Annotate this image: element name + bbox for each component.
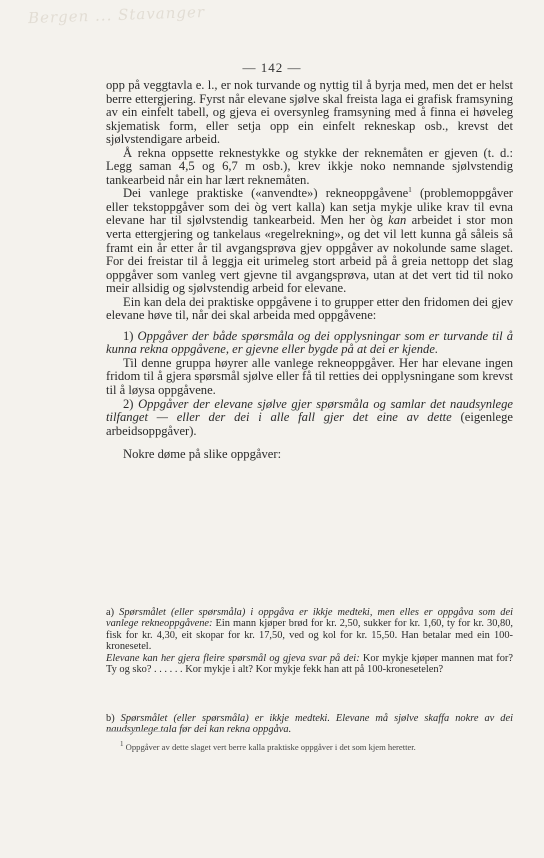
exercise-a-text: Ein mann kjøper brød for kr. 2,50, sukker for kr. 1,60, ty for kr. 30,80, fisk for kr. 4,30, eit skopar for kr. 17,50, ved og kol for kr. 15,50. Han betalar med ein 100-kronesetel. <box>106 618 514 653</box>
paragraph-3 <box>106 187 513 295</box>
footnote-text: Oppgåver av dette slaget vert berre kalla praktiske oppgåver i det som kjem heretter. <box>123 742 416 752</box>
exercise-a-intro: Spørsmålet (eller spørsmåla) i oppgåva er ikkje medteki, men elles er oppgåva som dei vanlege rekneoppgåvene: <box>106 607 513 630</box>
group-2-definition <box>106 398 513 439</box>
group-1-definition <box>106 330 513 357</box>
group-1-number: 1) <box>123 328 138 343</box>
paragraph-3-part-b: (problemoppgåver eller tekstoppgåver som dei òg vert kalla) kan setja mykje ulike krav til evna elevane har til sjølvstendig tankearbeid. Men her òg <box>106 186 513 228</box>
paragraph-2: Å rekna oppsette reknestykke og stykke der reknemåten er gjeven (t. d.: Legg saman 4,5 og 6,7 m osb.), krev ikkje noko nemnande sjølvstendig tankearbeid når ein har lært reknemåten. <box>106 145 513 187</box>
exercise-a-answer-text: Kor mykje kjøper mannen mat for? Ty og sko? . . . . . . Kor mykje i alt? Kor mykje fekk han att på 100-kronesetelen? <box>106 652 513 676</box>
page-number: — 142 — <box>242 60 302 75</box>
footnote <box>106 742 513 753</box>
paragraph-1: opp på veggtavla e. l., er nok turvande og nyttig til å byrja med, men det er helst berre ettergjering. Fyrst når elevane sjølve skal freista laga ei grafisk framsyning av ein einfelt tabell, og gjeva ei oversynleg framsyning med å finna ei høveleg skjematisk form, eller setja opp ein einfelt rekneskap osb., krevst det sjølvstendigare arbeid. <box>106 78 513 147</box>
paragraph-3-part-c: arbeidet i stor mon verta ettergjering og tankelaus «regelrekning», og det vil lett kunna gå såleis så framt ein år etter år til avgangsprøva gjev oppgåver av nokolunde same slaget. For dei freistar til å leggja eit urimeleg stort arbeid på å greia nettopp det slag oppgåver som vanleg vert gjevne til avgangsprøva, utan at det vert tid til noko meir allsidig og sjølvstendig arbeid for elevane. <box>106 213 514 296</box>
exercise-b-label: b) <box>106 713 121 724</box>
paragraph-3-part-a: Dei vanlege praktiske («anvendte») rekneoppgåvene <box>123 186 409 201</box>
exercise-a <box>106 607 513 675</box>
paragraph-6: Til denne gruppa høyrer alle vanlege rekneoppgåver. Her har elevane ingen fridom til å gjera spørsmål sjølve eller få til retties dei opplysningane som krevst til å løysa oppgåvene. <box>106 355 513 398</box>
group-2-text: Oppgåver der elevane sjølve gjer spørsmåla og samlar det naudsynlege tilfanget — eller der dei i alle fall gjer det eine av dette <box>106 396 513 425</box>
exercise-a-label: a) <box>106 607 120 618</box>
paragraph-4: Ein kan dela dei praktiske oppgåvene i to grupper etter den fridomen dei gjev elevane høve til, når dei skal arbeida med oppgåvene: <box>106 294 513 323</box>
main-text <box>106 79 513 462</box>
group-2-tail: (eigenlege arbeidsoppgåver). <box>106 410 513 438</box>
paragraph-8: Nokre døme på slike oppgåver: <box>123 447 282 462</box>
footnote-divider <box>106 731 166 732</box>
exercise-a-answer-intro: Elevane kan her gjera fleire spørsmål og gjeva svar på dei: <box>106 652 360 664</box>
faint-handwritten-mark: Bergen ... Stavanger <box>27 2 206 28</box>
exercise-b <box>106 713 513 736</box>
group-1-text: Oppgåver der både spørsmåla og dei opplysningar som er turvande til å kunna rekna oppgåvene, er gjevne eller bygde på at dei er kjende. <box>106 328 513 357</box>
group-2-number: 2) <box>123 396 139 411</box>
footnote-reference: 1 <box>408 186 412 195</box>
exercise-b-intro: Spørsmålet (eller spørsmåla) er ikkje medteki. Elevane må sjølve skaffa nokre av dei naudsynlege tala før dei kan rekna oppgåva. <box>106 713 513 736</box>
paragraph-3-emphasis: kan <box>388 213 407 228</box>
footnote-mark: 1 <box>120 740 124 749</box>
